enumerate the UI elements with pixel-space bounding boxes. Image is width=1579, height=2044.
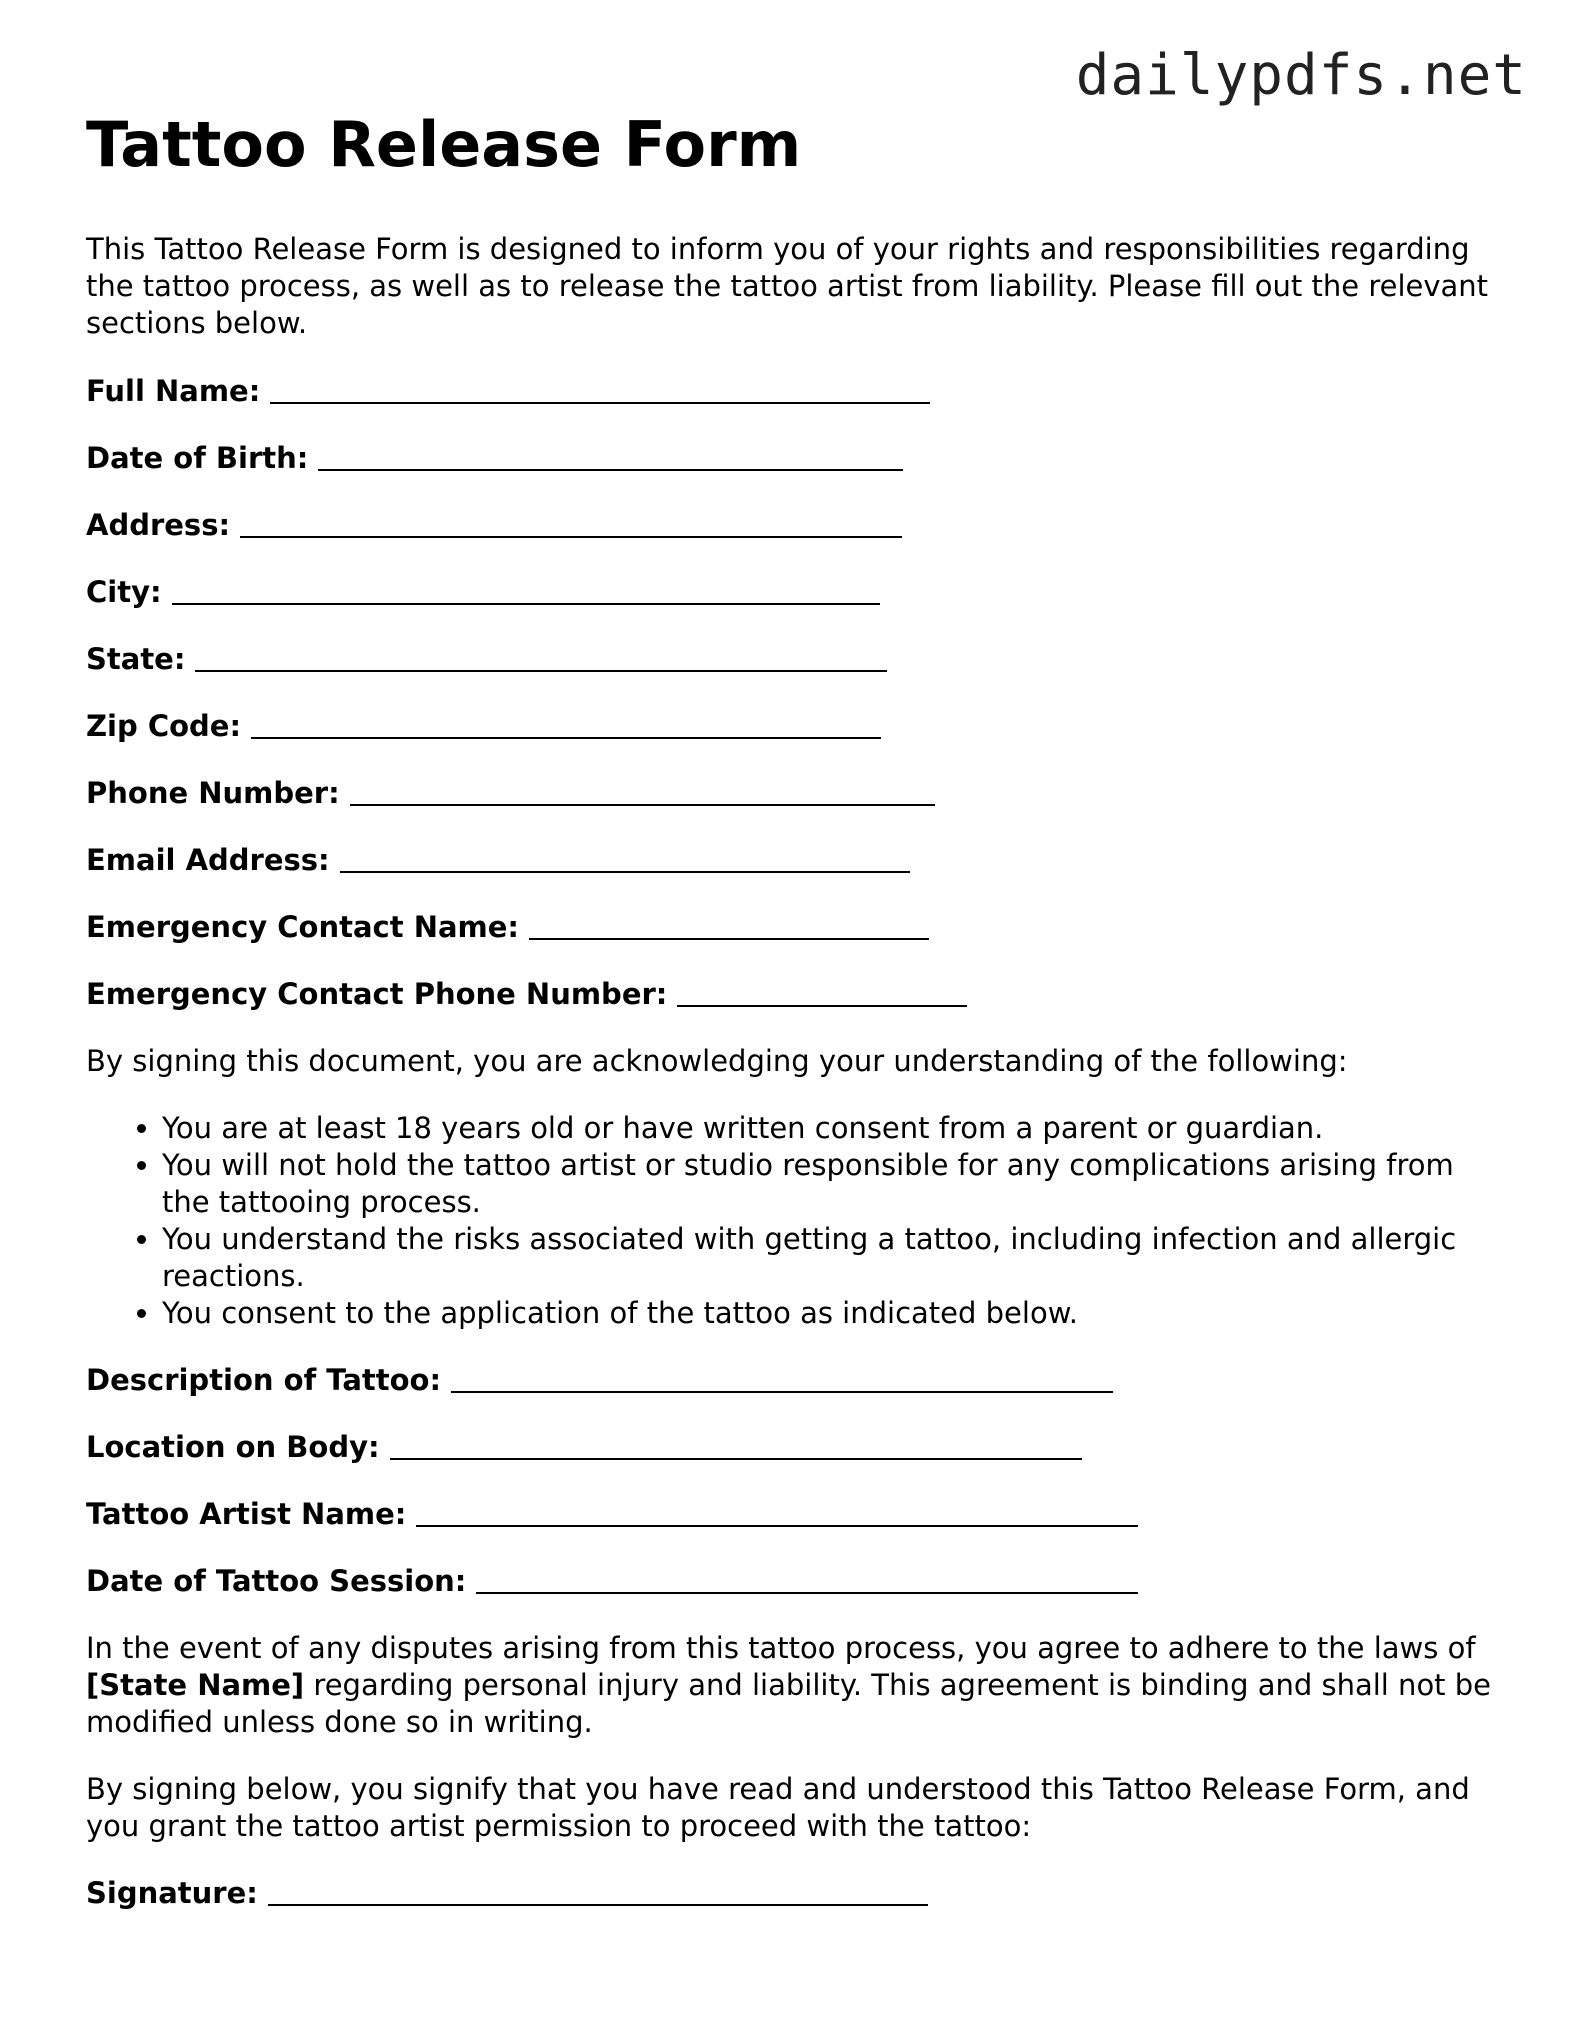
tattoo-description-label: Description of Tattoo: [86, 1363, 442, 1397]
phone-number-blank-line[interactable] [350, 804, 935, 806]
acknowledgement-item: • You will not hold the tattoo artist or studio responsible for any complications arising from the tattooing process. [162, 1147, 1506, 1221]
date-of-birth-blank-line[interactable] [318, 469, 903, 471]
disputes-paragraph [86, 1630, 1506, 1741]
document-page [86, 105, 1506, 1912]
intro-paragraph: This Tattoo Release Form is designed to inform you of your rights and responsibilities regarding the tattoo process, as well as to release the tattoo artist from liability. Please fill out the relevant sections below. [86, 232, 1489, 340]
full-name-label: Full Name: [86, 374, 261, 408]
address-field[interactable] [86, 507, 1506, 544]
signature-field[interactable] [86, 1875, 1506, 1912]
artist-name-label: Tattoo Artist Name: [86, 1497, 407, 1531]
email-address-field[interactable] [86, 842, 1506, 879]
body-location-blank-line[interactable] [390, 1458, 1082, 1460]
artist-name-field[interactable] [86, 1496, 1506, 1533]
state-blank-line[interactable] [195, 670, 887, 672]
city-field[interactable] [86, 574, 1506, 611]
emergency-contact-name-blank-line[interactable] [529, 938, 929, 940]
address-blank-line[interactable] [240, 536, 902, 538]
phone-number-label: Phone Number: [86, 776, 340, 810]
signature-label: Signature: [86, 1876, 258, 1910]
body-location-field[interactable] [86, 1429, 1506, 1466]
email-address-label: Email Address: [86, 843, 330, 877]
emergency-contact-phone-blank-line[interactable] [677, 1005, 967, 1007]
session-date-field[interactable] [86, 1563, 1506, 1600]
disputes-text-before: In the event of any disputes arising from this tattoo process, you agree to adhere to the laws of [86, 1631, 1476, 1665]
emergency-contact-phone-label: Emergency Contact Phone Number: [86, 977, 668, 1011]
emergency-contact-phone-field[interactable] [86, 976, 1506, 1013]
full-name-blank-line[interactable] [270, 402, 930, 404]
state-label: State: [86, 642, 186, 676]
zip-code-blank-line[interactable] [251, 737, 881, 739]
date-of-birth-field[interactable] [86, 440, 1506, 477]
state-name-placeholder: [State Name] [86, 1668, 305, 1702]
emergency-contact-name-label: Emergency Contact Name: [86, 910, 520, 944]
artist-name-blank-line[interactable] [416, 1525, 1138, 1527]
address-label: Address: [86, 508, 231, 542]
date-of-birth-label: Date of Birth: [86, 441, 309, 475]
watermark: dailypdfs.net [1075, 43, 1527, 108]
full-name-field[interactable] [86, 373, 1506, 410]
page-title: Tattoo Release Form [86, 108, 802, 181]
session-date-blank-line[interactable] [476, 1592, 1138, 1594]
zip-code-field[interactable] [86, 708, 1506, 745]
tattoo-description-blank-line[interactable] [451, 1391, 1113, 1393]
acknowledgement-item: • You understand the risks associated with getting a tattoo, including infection and allergic reactions. [162, 1221, 1506, 1295]
city-blank-line[interactable] [172, 603, 880, 605]
city-label: City: [86, 575, 162, 609]
disputes-text-after: regarding personal injury and liability. This agreement is binding and shall not be modified unless done so in writing. [86, 1668, 1492, 1739]
emergency-contact-name-field[interactable] [86, 909, 1506, 946]
acknowledgement-item: • You are at least 18 years old or have written consent from a parent or guardian. [162, 1110, 1506, 1147]
closing-paragraph: By signing below, you signify that you have read and understood this Tattoo Release Form, and you grant the tattoo artist permission to proceed with the tattoo: [86, 1772, 1470, 1843]
session-date-label: Date of Tattoo Session: [86, 1564, 467, 1598]
acknowledgement-intro: By signing this document, you are acknowledging your understanding of the following: [86, 1044, 1348, 1078]
state-field[interactable] [86, 641, 1506, 678]
email-address-blank-line[interactable] [340, 871, 910, 873]
phone-number-field[interactable] [86, 775, 1506, 812]
acknowledgement-item: • You consent to the application of the tattoo as indicated below. [162, 1295, 1506, 1332]
zip-code-label: Zip Code: [86, 709, 242, 743]
signature-blank-line[interactable] [268, 1904, 928, 1906]
acknowledgement-list [86, 1110, 1506, 1332]
tattoo-description-field[interactable] [86, 1362, 1506, 1399]
body-location-label: Location on Body: [86, 1430, 380, 1464]
